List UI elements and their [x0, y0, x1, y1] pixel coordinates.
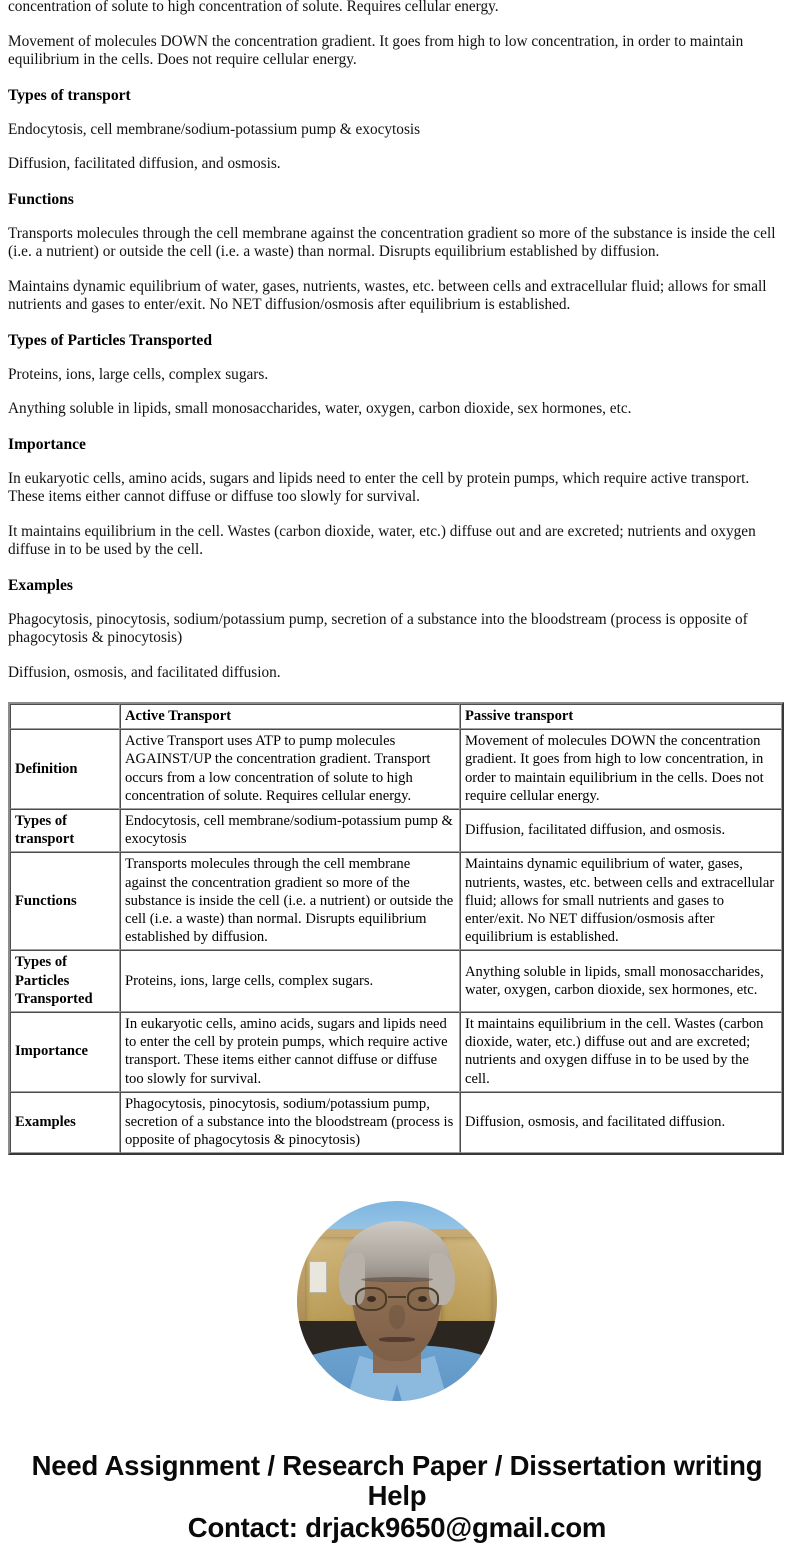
- section-4-paragraph-0-block: [8, 611, 786, 648]
- section-1-paragraph-1: Maintains dynamic equilibrium of water, gases, nutrients, wastes, etc. between cells and extracellular fluid; allows for small nutrients and gases to enter/exit. No NET diffusion/osmosis after equilibrium is established.: [8, 277, 767, 313]
- cell-passive-importance: It maintains equilibrium in the cell. Wastes (carbon dioxide, water, etc.) diffuse out and are excreted; nutrients and oxygen diffuse in to be used by the cell.: [460, 1012, 782, 1092]
- cell-active-examples: Phagocytosis, pinocytosis, sodium/potassium pump, secretion of a substance into the bloodstream (process is opposite of phagocytosis & pinocytosis): [120, 1092, 460, 1154]
- comparison-table-container: [0, 702, 794, 1155]
- section-0-paragraph-0-block: [8, 121, 786, 140]
- promo-headline: Need Assignment / Research Paper / Dissertation writing Help: [31, 1450, 763, 1512]
- cell-passive-types-of-transport: Diffusion, facilitated diffusion, and osmosis.: [460, 809, 782, 852]
- intro-paragraph-2: Movement of molecules DOWN the concentration gradient. It goes from high to low concentration, in order to maintain equilibrium in the cells. Does not require cellular energy.: [8, 32, 744, 68]
- cell-passive-types-of-particles: Anything soluble in lipids, small monosaccharides, water, oxygen, carbon dioxide, sex hormones, etc.: [460, 950, 782, 1012]
- photo-wall-switch: [309, 1261, 327, 1293]
- section-0-paragraph-0: Endocytosis, cell membrane/sodium-potassium pump & exocytosis: [8, 120, 421, 138]
- cell-active-definition: Active Transport uses ATP to pump molecules AGAINST/UP the concentration gradient. Transport occurs from a low concentration of solute to high concentration of solute. Requires cellular energy.: [120, 729, 460, 809]
- heading-types-of-particles-transported: Types of Particles Transported: [8, 331, 212, 349]
- section-3-paragraph-0: In eukaryotic cells, amino acids, sugars and lipids need to enter the cell by protein pumps, which require active transport. These items either cannot diffuse or diffuse too slowly for survival.: [8, 469, 750, 505]
- heading-functions: Functions: [8, 190, 74, 208]
- promo-block: [0, 1451, 794, 1543]
- heading-types-of-transport: Types of transport: [8, 86, 131, 104]
- row-label-examples: Examples: [10, 1092, 120, 1154]
- cell-active-types-of-particles: Proteins, ions, large cells, complex sugars.: [120, 950, 460, 1012]
- table-row: [10, 809, 782, 852]
- table-row: [10, 950, 782, 1012]
- cell-passive-examples: Diffusion, osmosis, and facilitated diffusion.: [460, 1092, 782, 1154]
- cell-active-functions: Transports molecules through the cell membrane against the concentration gradient so more of the substance is inside the cell (i.e. a nutrient) or outside the cell (i.e. a waste) than normal. Disrupts equilibrium established by diffusion.: [120, 852, 460, 950]
- section-4-paragraph-1: Diffusion, osmosis, and facilitated diffusion.: [8, 663, 281, 681]
- active-vs-passive-transport-table: [8, 702, 784, 1155]
- row-label-types-of-particles-transported: Types of Particles Transported: [10, 950, 120, 1012]
- table-header-passive-transport: Passive transport: [460, 704, 782, 729]
- section-1-paragraph-1-block: [8, 278, 786, 315]
- section-3-paragraph-0-block: [8, 470, 786, 507]
- section-2-paragraph-1: Anything soluble in lipids, small monosaccharides, water, oxygen, carbon dioxide, sex hormones, etc.: [8, 400, 632, 417]
- cell-active-importance: In eukaryotic cells, amino acids, sugars and lipids need to enter the cell by protein pumps, which require active transport. These items either cannot diffuse or diffuse too slowly for survival.: [120, 1012, 460, 1092]
- heading-examples: Examples: [8, 576, 73, 594]
- section-4-paragraph-0: Phagocytosis, pinocytosis, sodium/potassium pump, secretion of a substance into the bloodstream (process is opposite of phagocytosis & pinocytosis): [8, 610, 748, 646]
- section-4-paragraph-1-block: [8, 664, 786, 683]
- section-1-paragraph-0-block: [8, 225, 786, 262]
- section-2-paragraph-1-block: [8, 400, 786, 419]
- section-3-paragraph-1-block: [8, 523, 786, 560]
- table-header-row: [10, 704, 782, 729]
- photo-eyeglass-bridge: [388, 1296, 406, 1298]
- intro-paragraph-1-block: [8, 0, 786, 17]
- row-label-definition: Definition: [10, 729, 120, 809]
- section-2-paragraph-0-block: [8, 366, 786, 385]
- table-row: [10, 852, 782, 950]
- cell-passive-functions: Maintains dynamic equilibrium of water, gases, nutrients, wastes, etc. between cells and extracellular fluid; allows for small nutrients and gases to enter/exit. No NET diffusion/osmosis after equilibrium is established.: [460, 852, 782, 950]
- section-0-paragraph-1-block: [8, 155, 786, 174]
- table-header-blank: [10, 704, 120, 729]
- author-photo-zone: [0, 1201, 794, 1401]
- profile-photo-icon: [297, 1201, 497, 1401]
- document-body: [0, 0, 794, 682]
- row-label-functions: Functions: [10, 852, 120, 950]
- cell-passive-definition: Movement of molecules DOWN the concentration gradient. It goes from high to low concentration, in order to maintain equilibrium in the cells. Does not require cellular energy.: [460, 729, 782, 809]
- section-2-paragraph-0: Proteins, ions, large cells, complex sugars.: [8, 365, 269, 383]
- section-3-paragraph-1: It maintains equilibrium in the cell. Wastes (carbon dioxide, water, etc.) diffuse out and are excreted; nutrients and oxygen diffuse in to be used by the cell.: [8, 522, 756, 558]
- table-row: [10, 729, 782, 809]
- promo-contact-line[interactable]: Contact: drjack9650@gmail.com: [187, 1512, 607, 1543]
- table-row: [10, 1092, 782, 1154]
- row-label-importance: Importance: [10, 1012, 120, 1092]
- table-row: [10, 1012, 782, 1092]
- table-header-active-transport: Active Transport: [120, 704, 460, 729]
- row-label-types-of-transport: Types of transport: [10, 809, 120, 852]
- section-0-paragraph-1: Diffusion, facilitated diffusion, and osmosis.: [8, 155, 281, 172]
- cell-active-types-of-transport: Endocytosis, cell membrane/sodium-potassium pump & exocytosis: [120, 809, 460, 852]
- heading-importance: Importance: [8, 435, 86, 453]
- intro-paragraph-2-block: [8, 33, 786, 70]
- section-1-paragraph-0: Transports molecules through the cell membrane against the concentration gradient so more of the substance is inside the cell (i.e. a nutrient) or outside the cell (i.e. a waste) than normal. Disrupts equilibrium established by diffusion.: [8, 224, 776, 260]
- intro-paragraph-1: concentration of solute to high concentration of solute. Requires cellular energy.: [8, 0, 499, 15]
